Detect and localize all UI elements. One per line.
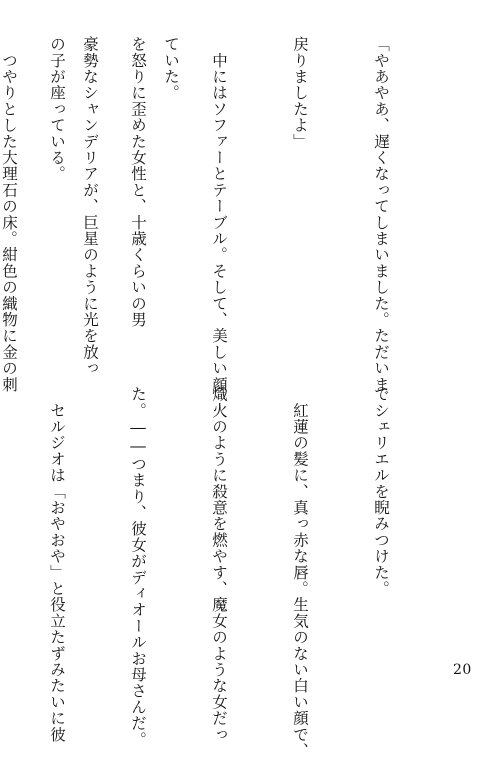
text-line: 紅蓮の髪に、真っ赤な唇。生気のない白い顔で、	[291, 386, 309, 759]
bottom-right-text-column	[38, 386, 448, 759]
text-line: 「やあやあ、遅くなってしまいました。ただいま	[372, 36, 390, 393]
text-line: 戻りましたよ」	[291, 36, 309, 150]
text-line: 熾火のように殺意を燃やす、魔女のような女だっ	[210, 386, 228, 743]
page-number: 20	[453, 662, 472, 678]
text-line: でシェリエルを睨みつけた。	[372, 386, 390, 597]
text-line: ていた。	[162, 36, 180, 101]
text-line: 中にはソファーとテーブル。そして、美しい顔	[210, 36, 228, 393]
text-line: を怒りに歪めた女性と、十歳くらいの男	[129, 36, 147, 328]
text-line: の子が座っている。	[48, 36, 66, 182]
text-line: セルジオは「おやおや」と役立たずみたいに彼	[48, 386, 66, 743]
text-line: た。――つまり、彼女がディオールお母さんだ。	[129, 386, 147, 748]
text-line: 豪勢なシャンデリアが、巨星のように光を放っ	[81, 36, 99, 377]
text-line: つやりとした大理石の床。紺色の織物に金の刺	[0, 36, 18, 393]
